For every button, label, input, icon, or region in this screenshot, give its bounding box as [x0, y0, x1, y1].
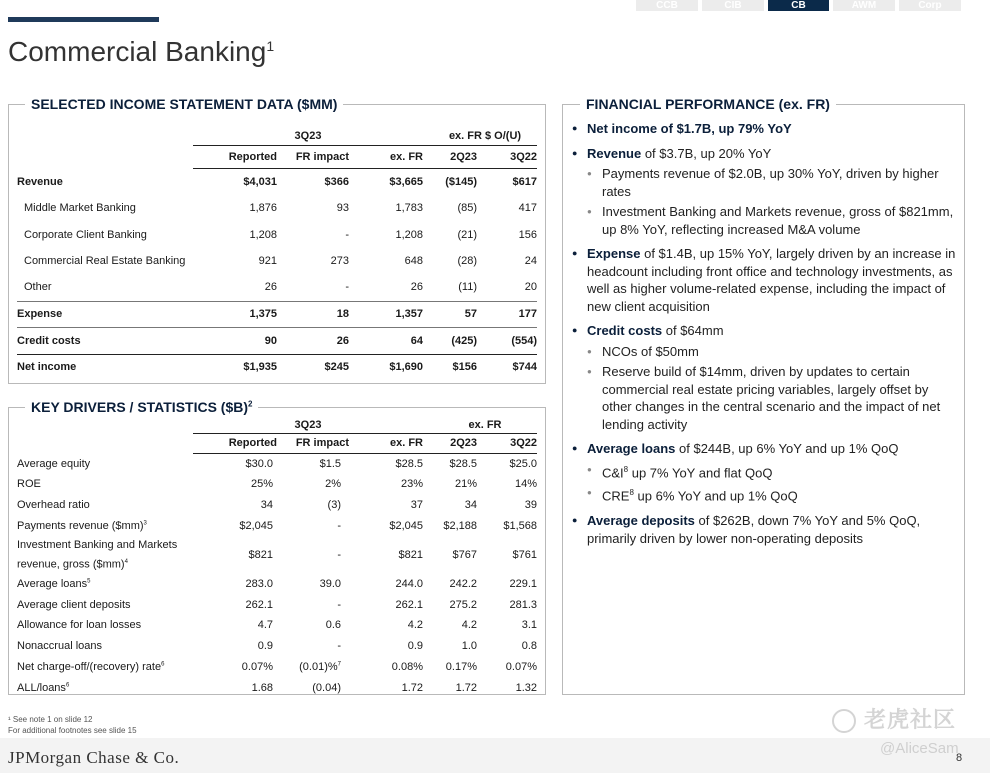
row-value: $1.5: [319, 457, 341, 470]
row-value: 283.0: [245, 578, 273, 591]
income-table: [17, 128, 537, 380]
row-value: 1,876: [249, 202, 277, 214]
row-value: 23%: [400, 478, 423, 490]
tab-cib[interactable]: CIB: [702, 0, 764, 11]
row-value: $1,568: [503, 520, 537, 532]
table-row: [17, 248, 537, 274]
row-value: 39: [524, 498, 537, 511]
performance-subitem: ● NCOs of $50mm: [587, 343, 961, 361]
row-value: 64: [349, 327, 423, 354]
row-value: 21%: [454, 478, 477, 490]
page-title: Commercial Banking$^1$: [8, 36, 275, 67]
row-value: 57: [423, 301, 477, 327]
row-label: Corporate Client Banking: [24, 228, 147, 241]
income-col-exfr: ex. FR: [349, 145, 423, 168]
row-value: 37: [410, 498, 423, 511]
row-value: 156: [518, 228, 537, 241]
drivers-panel-title: KEY DRIVERS / STATISTICS ($B)$^2$: [25, 399, 258, 415]
performance-subitem: ● CRE$^8$ up 6% YoY and up 1% QoQ: [587, 484, 961, 505]
section-nav: [636, 0, 961, 11]
row-value: -: [345, 281, 349, 294]
table-row: [17, 274, 537, 301]
row-value: $366: [324, 175, 349, 188]
row-value: 4.2: [407, 619, 423, 632]
tab-cb[interactable]: CB: [768, 0, 829, 11]
row-value: $2,188: [443, 520, 477, 532]
row-value: -: [337, 640, 341, 653]
footnote-1: ¹ See note 1 on slide 12: [8, 715, 93, 724]
row-label: Middle Market Banking: [24, 202, 136, 214]
row-value: 14%: [514, 478, 537, 490]
row-label: Other: [24, 281, 52, 294]
income-col-2q23: 2Q23: [423, 145, 477, 168]
row-value: 26: [264, 281, 277, 294]
row-value: 20: [524, 281, 537, 294]
row-value: (11): [458, 281, 477, 294]
row-value: 0.6: [325, 619, 341, 632]
row-value: $761: [512, 549, 537, 562]
row-value: 1.32: [515, 682, 537, 695]
row-value: 0.07%: [241, 661, 273, 674]
row-label: Investment Banking and Markets revenue, gross ($mm)$^4$: [17, 539, 178, 571]
row-label: Payments revenue ($mm)$^3$: [17, 520, 147, 532]
income-col-3q22: 3Q22: [477, 145, 537, 168]
table-row: [17, 301, 537, 327]
row-value: 177: [477, 301, 537, 327]
row-value: 4.2: [461, 619, 477, 632]
drivers-col-3q22: 3Q22: [477, 433, 537, 453]
row-value: $3,665: [389, 175, 423, 188]
row-value: $2,045: [389, 520, 423, 532]
tab-corp[interactable]: Corp: [899, 0, 961, 11]
row-value: $4,031: [243, 175, 277, 188]
brand-logo: JPMorgan Chase & Co.: [8, 748, 180, 767]
row-value: 921: [258, 255, 277, 267]
row-value: 26: [277, 327, 349, 354]
row-value: 1,208: [249, 228, 277, 241]
row-value: 1.72: [401, 682, 423, 695]
performance-item: ● Expense of $1.4B, up 15% YoY, largely driven by an increase in headcount including front office and technology investments, as well as higher volume-related expense, including the impact of new client acquisition: [571, 245, 961, 315]
row-label: Overhead ratio: [17, 498, 90, 511]
performance-item: ● Average loans of $244B, up 6% YoY and up 1% QoQ ● $C\&I^8$ up 7% YoY and flat QoQ ● CRE$^8$ up 6% YoY and up 1% QoQ: [571, 440, 961, 505]
row-value: $767: [452, 549, 477, 562]
row-value: $744: [477, 354, 537, 380]
row-value: $156: [423, 354, 477, 380]
performance-subitem: ● Reserve build of $14mm, driven by updates to certain commercial real estate pricing variables, largely offset by other changes in the central scenario and the impact of net lending activity: [587, 363, 961, 433]
drivers-col-2q23: 2Q23: [423, 433, 477, 453]
drivers-col-fr-impact: FR impact: [277, 433, 349, 453]
row-value: 262.1: [395, 598, 423, 611]
row-value: 25%: [250, 478, 273, 490]
income-col-fr-impact: FR impact: [277, 145, 349, 168]
row-label: Average loans$^5$: [17, 578, 91, 591]
row-label: Commercial Real Estate Banking: [24, 255, 186, 267]
performance-list: [571, 120, 961, 554]
row-value: 242.2: [449, 578, 477, 591]
drivers-panel: [8, 407, 546, 695]
row-value: $1,690: [349, 354, 423, 380]
row-value: (21): [457, 228, 477, 241]
drivers-col-exfr: ex. FR: [349, 433, 423, 453]
row-value: 1,783: [395, 202, 423, 214]
row-value: ($145): [445, 175, 477, 188]
row-value: -: [345, 228, 349, 241]
row-label: Credit costs: [17, 327, 193, 354]
row-value: 273: [330, 255, 349, 267]
performance-panel-title: FINANCIAL PERFORMANCE (ex. FR): [580, 96, 836, 112]
row-label: ALL/loans$^6$: [17, 682, 70, 695]
row-value: 0.9: [257, 640, 273, 653]
row-value: 24: [524, 255, 537, 267]
row-label: Average client deposits: [17, 598, 131, 611]
row-label: Average equity: [17, 457, 91, 470]
row-value: $821: [248, 549, 273, 562]
drivers-group-exfr: ex. FR: [423, 417, 537, 433]
row-value: 648: [404, 255, 423, 267]
row-value: 4.7: [257, 619, 273, 632]
footnote-2: For additional footnotes see slide 15: [8, 726, 137, 735]
row-value: (554): [477, 327, 537, 354]
row-value: $25.0: [509, 457, 537, 470]
row-value: -: [337, 520, 341, 532]
row-value: 229.1: [509, 578, 537, 591]
performance-subitem: ● $C\&I^8$ up 7% YoY and flat QoQ: [587, 461, 961, 482]
row-value: 34: [260, 498, 273, 511]
row-value: 0.17%: [445, 661, 477, 674]
table-row: [17, 195, 537, 221]
row-value: 0.9: [407, 640, 423, 653]
row-label: Net income: [17, 354, 193, 380]
row-value: 2%: [325, 478, 341, 490]
row-label: Net charge-off/(recovery) rate$^6$: [17, 661, 165, 674]
performance-subitem: ● Investment Banking and Markets revenue, gross of $821mm, up 8% YoY, reflecting increased M&A volume: [587, 203, 961, 238]
row-value: 1.72: [455, 682, 477, 695]
row-value: -: [337, 598, 341, 611]
row-value: 39.0: [319, 578, 341, 591]
row-value: 1.0: [461, 640, 477, 653]
watermark-logo-icon: [832, 709, 856, 733]
row-value: 0.07%: [505, 661, 537, 674]
tab-awm[interactable]: AWM: [833, 0, 895, 11]
row-value: 0.08%: [391, 661, 423, 674]
row-value: 93: [336, 202, 349, 214]
income-col-reported: Reported: [193, 145, 277, 168]
row-value: 1,375: [193, 301, 277, 327]
row-value: (425): [423, 327, 477, 354]
row-value: 417: [518, 202, 537, 214]
performance-item: ● Average deposits of $262B, down 7% YoY and 5% QoQ, primarily driven by lower non-operating deposits: [571, 512, 961, 547]
performance-item: ● Credit costs of $64mm ● NCOs of $50mm ● Reserve build of $14mm, driven by updates to certain commercial real estate pricing variables, largely offset by other changes in the central scenario and the impact of net lending activity: [571, 322, 961, 433]
row-value: 26: [410, 281, 423, 294]
page-number: 8: [956, 752, 963, 764]
table-row: [17, 168, 537, 195]
row-value: $617: [512, 175, 537, 188]
title-accent-bar: [8, 17, 159, 22]
row-value: 1,208: [395, 228, 423, 241]
income-group-3q23: 3Q23: [193, 128, 423, 145]
income-group-exfr: ex. FR $ O/(U): [423, 128, 537, 145]
row-value: 244.0: [395, 578, 423, 591]
row-value: 90: [193, 327, 277, 354]
table-row: [17, 221, 537, 248]
row-label: Nonaccrual loans: [17, 640, 102, 653]
performance-item: ● Revenue of $3.7B, up 20% YoY ● Payments revenue of $2.0B, up 30% YoY, driven by higher rates ● Investment Banking and Markets revenue, gross of $821mm, up 8% YoY, reflecting increased M&A volume: [571, 145, 961, 239]
row-label: ROE: [17, 478, 41, 490]
row-value: (85): [457, 202, 477, 214]
row-value: 262.1: [245, 598, 273, 611]
drivers-group-3q23: 3Q23: [193, 417, 423, 433]
table-row: [17, 327, 537, 354]
row-value: -: [337, 549, 341, 562]
row-value: 0.8: [521, 640, 537, 653]
row-value: 34: [464, 498, 477, 511]
watermark: 老虎社区: [832, 703, 956, 734]
row-value: (28): [457, 255, 477, 267]
income-panel-title: SELECTED INCOME STATEMENT DATA ($MM): [25, 96, 343, 112]
performance-item: ● Net income of $1.7B, up 79% YoY: [571, 120, 961, 138]
row-label: Revenue: [17, 175, 63, 188]
watermark-user: @AliceSam: [880, 740, 959, 757]
row-value: 275.2: [449, 598, 477, 611]
footnotes: [8, 714, 137, 736]
row-value: (0.01)%$^7$: [299, 661, 341, 674]
row-value: (0.04): [312, 682, 341, 695]
row-label: Allowance for loan losses: [17, 619, 142, 632]
row-value: 1.68: [251, 682, 273, 695]
row-value: 18: [277, 301, 349, 327]
row-value: $821: [398, 549, 423, 562]
row-value: $28.5: [449, 457, 477, 470]
row-value: 3.1: [521, 619, 537, 632]
performance-subitem: ● Payments revenue of $2.0B, up 30% YoY, driven by higher rates: [587, 165, 961, 200]
row-value: $2,045: [239, 520, 273, 532]
row-value: $1,935: [193, 354, 277, 380]
row-value: (3): [327, 498, 341, 511]
row-label: Expense: [17, 301, 193, 327]
row-value: 281.3: [509, 598, 537, 611]
table-row: [17, 354, 537, 380]
row-value: 1,357: [349, 301, 423, 327]
row-value: $30.0: [245, 457, 273, 470]
row-value: $28.5: [395, 457, 423, 470]
row-value: $245: [277, 354, 349, 380]
tab-ccb[interactable]: CCB: [636, 0, 698, 11]
drivers-col-reported: Reported: [193, 433, 277, 453]
